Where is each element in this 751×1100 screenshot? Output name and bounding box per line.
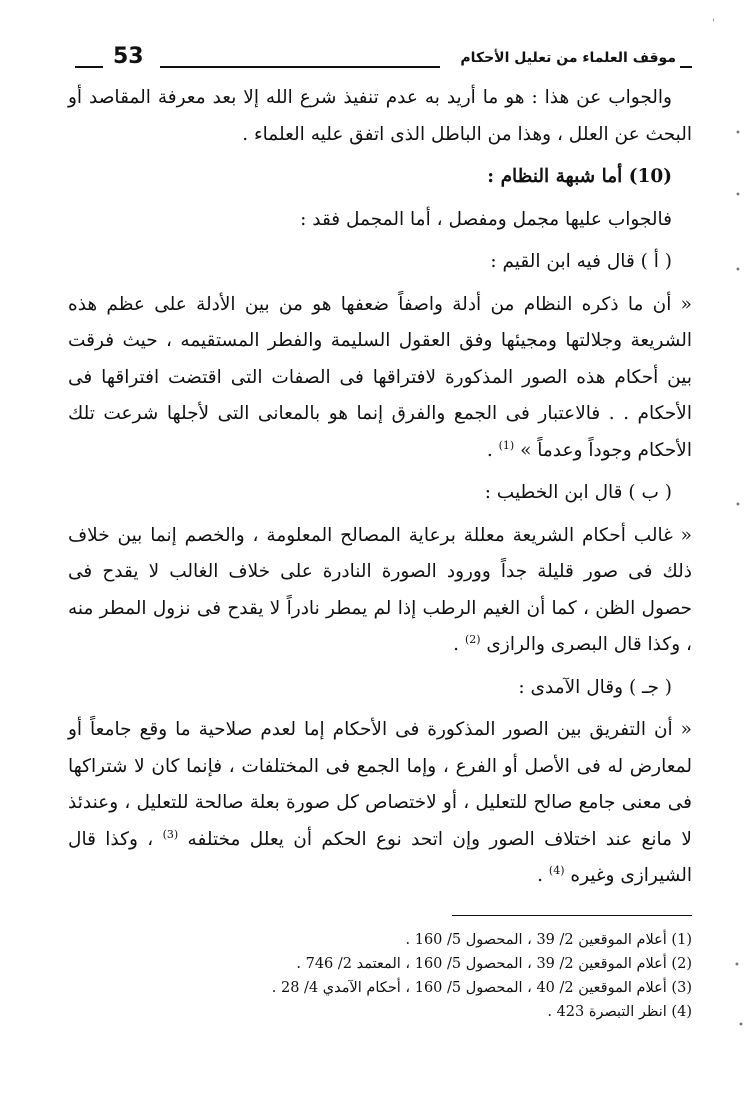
scan-speck: • (734, 960, 740, 971)
footnote-ref[interactable]: (1) (498, 438, 515, 452)
quote-text: « أن التفريق بين الصور المذكورة فى الأحكام إما لعدم صلاحية ما وقع جامعاً أو لمعارض له فى الأصل أو الفرع ، وإما الجمع فى المختلفات ، فإنما كان لا شتراكها فى معنى جامع صالح للتعليل ، أو لاختصاص كل صورة بعلة صالحة للتعليل ، وعندئذ لا مانع عند اختلاف الصور وإن اتحد نوع الحكم أن يعلل مختلفه (68, 719, 692, 850)
scan-speck: ' (712, 18, 715, 29)
header-rule-right (680, 66, 692, 68)
sentence-end: . (486, 439, 499, 461)
footnote-ref[interactable]: (4) (548, 863, 565, 877)
footnote-ref[interactable]: (2) (464, 632, 481, 646)
section-heading: (10) أما شبهة النظام : (487, 166, 672, 187)
quote-continuation: ، وكذا قال الشيرازى وغيره (68, 828, 692, 886)
footnote-separator (452, 915, 692, 916)
page-header (75, 44, 692, 76)
intro-paragraph: فالجواب عليها مجمل ومفصل ، أما المجمل فقد : (300, 208, 672, 230)
body-text (68, 80, 692, 901)
sentence-end: . (453, 634, 465, 655)
footnote-1: (1) أعلام الموقعين 2/ 39 ، المحصول 5/ 160 . (405, 932, 692, 948)
point-c-quote (68, 712, 692, 895)
sentence-end: . (537, 865, 549, 886)
quote-text: « غالب أحكام الشريعة معللة برعاية المصالح المعلومة ، والخصم إنما بين خلاف ذلك فى صور قليلة جداً وورود الصورة النادرة على خلاف الغالب لا يقدح فى حصول الظن ، كما أن الغيم الرطب إذا لم يمطر نادراً لا يقدح فى نزول المطر منه ، وكذا قال البصرى والرازى (68, 524, 692, 655)
scan-speck: • (735, 190, 741, 201)
header-rule-left (75, 66, 103, 68)
point-a-quote (68, 287, 692, 470)
footnote-2: (2) أعلام الموقعين 2/ 39 ، المحصول 5/ 160 ، المعتمد 2/ 746 . (296, 956, 692, 972)
page-number: 53 (113, 44, 144, 69)
scan-speck: • (735, 500, 741, 511)
point-b-intro: ( ب ) قال ابن الخطيب : (484, 482, 672, 503)
footnote-ref[interactable]: (3) (162, 827, 179, 841)
footnote-4: (4) انظر التبصرة 423 . (547, 1004, 692, 1020)
scan-speck: • (735, 265, 741, 276)
point-b-quote (68, 518, 692, 664)
scan-speck: • (735, 128, 741, 139)
point-a-intro: ( أ ) قال فيه ابن القيم : (490, 251, 672, 272)
point-c-intro: ( جـ ) وقال الآمدى : (518, 676, 672, 698)
footnotes (68, 928, 692, 1024)
footnote-3: (3) أعلام الموقعين 2/ 40 ، المحصول 5/ 160 ، أحكام الآمدي 4/ 28 . (271, 980, 692, 996)
running-title: موقف العلماء من تعليل الأحكام (460, 50, 676, 66)
answer-paragraph: والجواب عن هذا : هو ما أريد به عدم تنفيذ شرع الله إلا بعد معرفة المقاصد أو البحث عن العلل ، وهذا من الباطل الذى اتفق عليه العلماء . (68, 87, 692, 145)
header-rule (160, 66, 440, 68)
scan-speck: • (738, 1020, 744, 1031)
quote-text: « أن ما ذكره النظام من أدلة واصفاً ضعفها هو من بين الأدلة على عظم هذه الشريعة وجلالتها ومجيئها وفق العقول السليمة والفطر المستقيمه ، حيث فرقت بين أحكام هذه الصور المذكورة لافتراقها فى الصفات التى اقتضت افتراقها فى الأحكام . . فالاعتبار فى الجمع والفرق إنما هو بالمعانى التى لأجلها شرعت تلك الأحكام وجوداً وعدماً » (68, 293, 692, 461)
